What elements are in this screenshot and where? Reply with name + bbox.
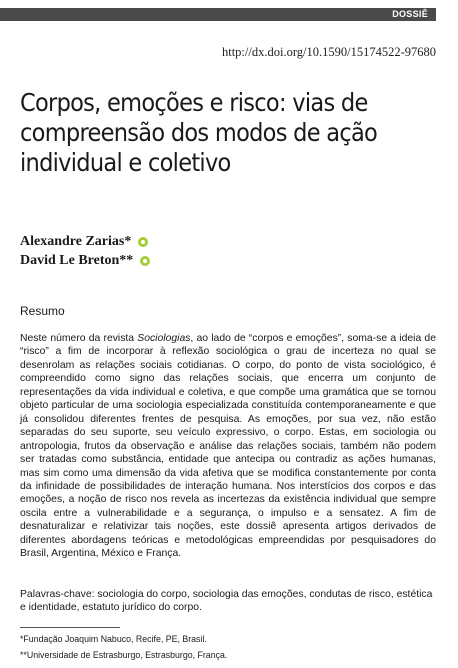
author-le-breton [20,251,150,270]
author-name: Alexandre Zarias* [20,234,132,249]
abstract-heading: Resumo [20,304,65,318]
section-label: DOSSIÊ [392,9,428,19]
author-zarias [20,232,150,251]
footnote-divider [20,627,120,628]
title-line: individual e coletivo [20,148,231,177]
footnote-affiliation-1: *Fundação Joaquim Nabuco, Recife, PE, Brasil. [20,634,207,644]
author-list [20,232,150,270]
abstract-body: , ao lado de “corpos e emoções”, soma-se a ideia de “risco” a fim de incorporar à reflexão sociológica o grau de incerteza no qual se desenrolam as relações sociais cotidianas. O corpo, do ponto de vista sociológico, é compreendido como signo das relações sociais, que encerra um conjunto de representações da vida individual e coletiva, e que compõe uma gramática que se tornou objeto particular de uma sociologia especializada constituída contemporaneamente e que já consolidou diferentes frentes de pesquisa. As emoções, por sua vez, não estão separadas do seu suporte, seu veículo expressivo, o corpo. Estas, em sociologia ou antropologia, frutos da observação e análise das relações sociais, também não podem ser tratadas como substância, entidade que antecipa ou contradiz as ações humanas, mas sim como uma dimensão da vida afetiva que se modifica constantemente por conta da infinidade de possibilidades de interação humana. Nos interstícios dos corpos e das emoções, a noção de risco nos revela as incertezas da existência individual que sempre oscila entre a vulnerabilidade e a segurança, o impulso e a sensatez. A fim de desnaturalizar e relativizar tais noções, este dossiê apresenta artigos derivados de diferentes abordagens teóricas e metodológicas empreendidas por pesquisadores do Brasil, Argentina, México e França. [20,333,436,560]
orcid-icon[interactable] [140,256,150,266]
footnotes [20,631,227,663]
footnote-affiliation-2: **Universidade de Estrasburgo, Estrasburgo, França. [20,650,228,660]
author-name: David Le Breton** [20,253,134,268]
keywords: Palavras-chave: sociologia do corpo, sociologia das emoções, condutas de risco, estética e identidade, estatuto jurídico do corpo. [20,589,433,614]
abstract-lead: Neste número da revista [20,333,138,344]
orcid-icon[interactable] [138,237,148,247]
journal-name: Sociologias [137,333,191,344]
section-header-bar [0,8,436,21]
doi-link[interactable]: http://dx.doi.org/10.1590/15174522-97680 [221,45,436,59]
title-line: Corpos, emoções e risco: vias de [20,88,368,117]
title-line: compreensão dos modos de ação [20,118,378,147]
abstract-text [20,332,436,561]
article-title [20,88,398,178]
